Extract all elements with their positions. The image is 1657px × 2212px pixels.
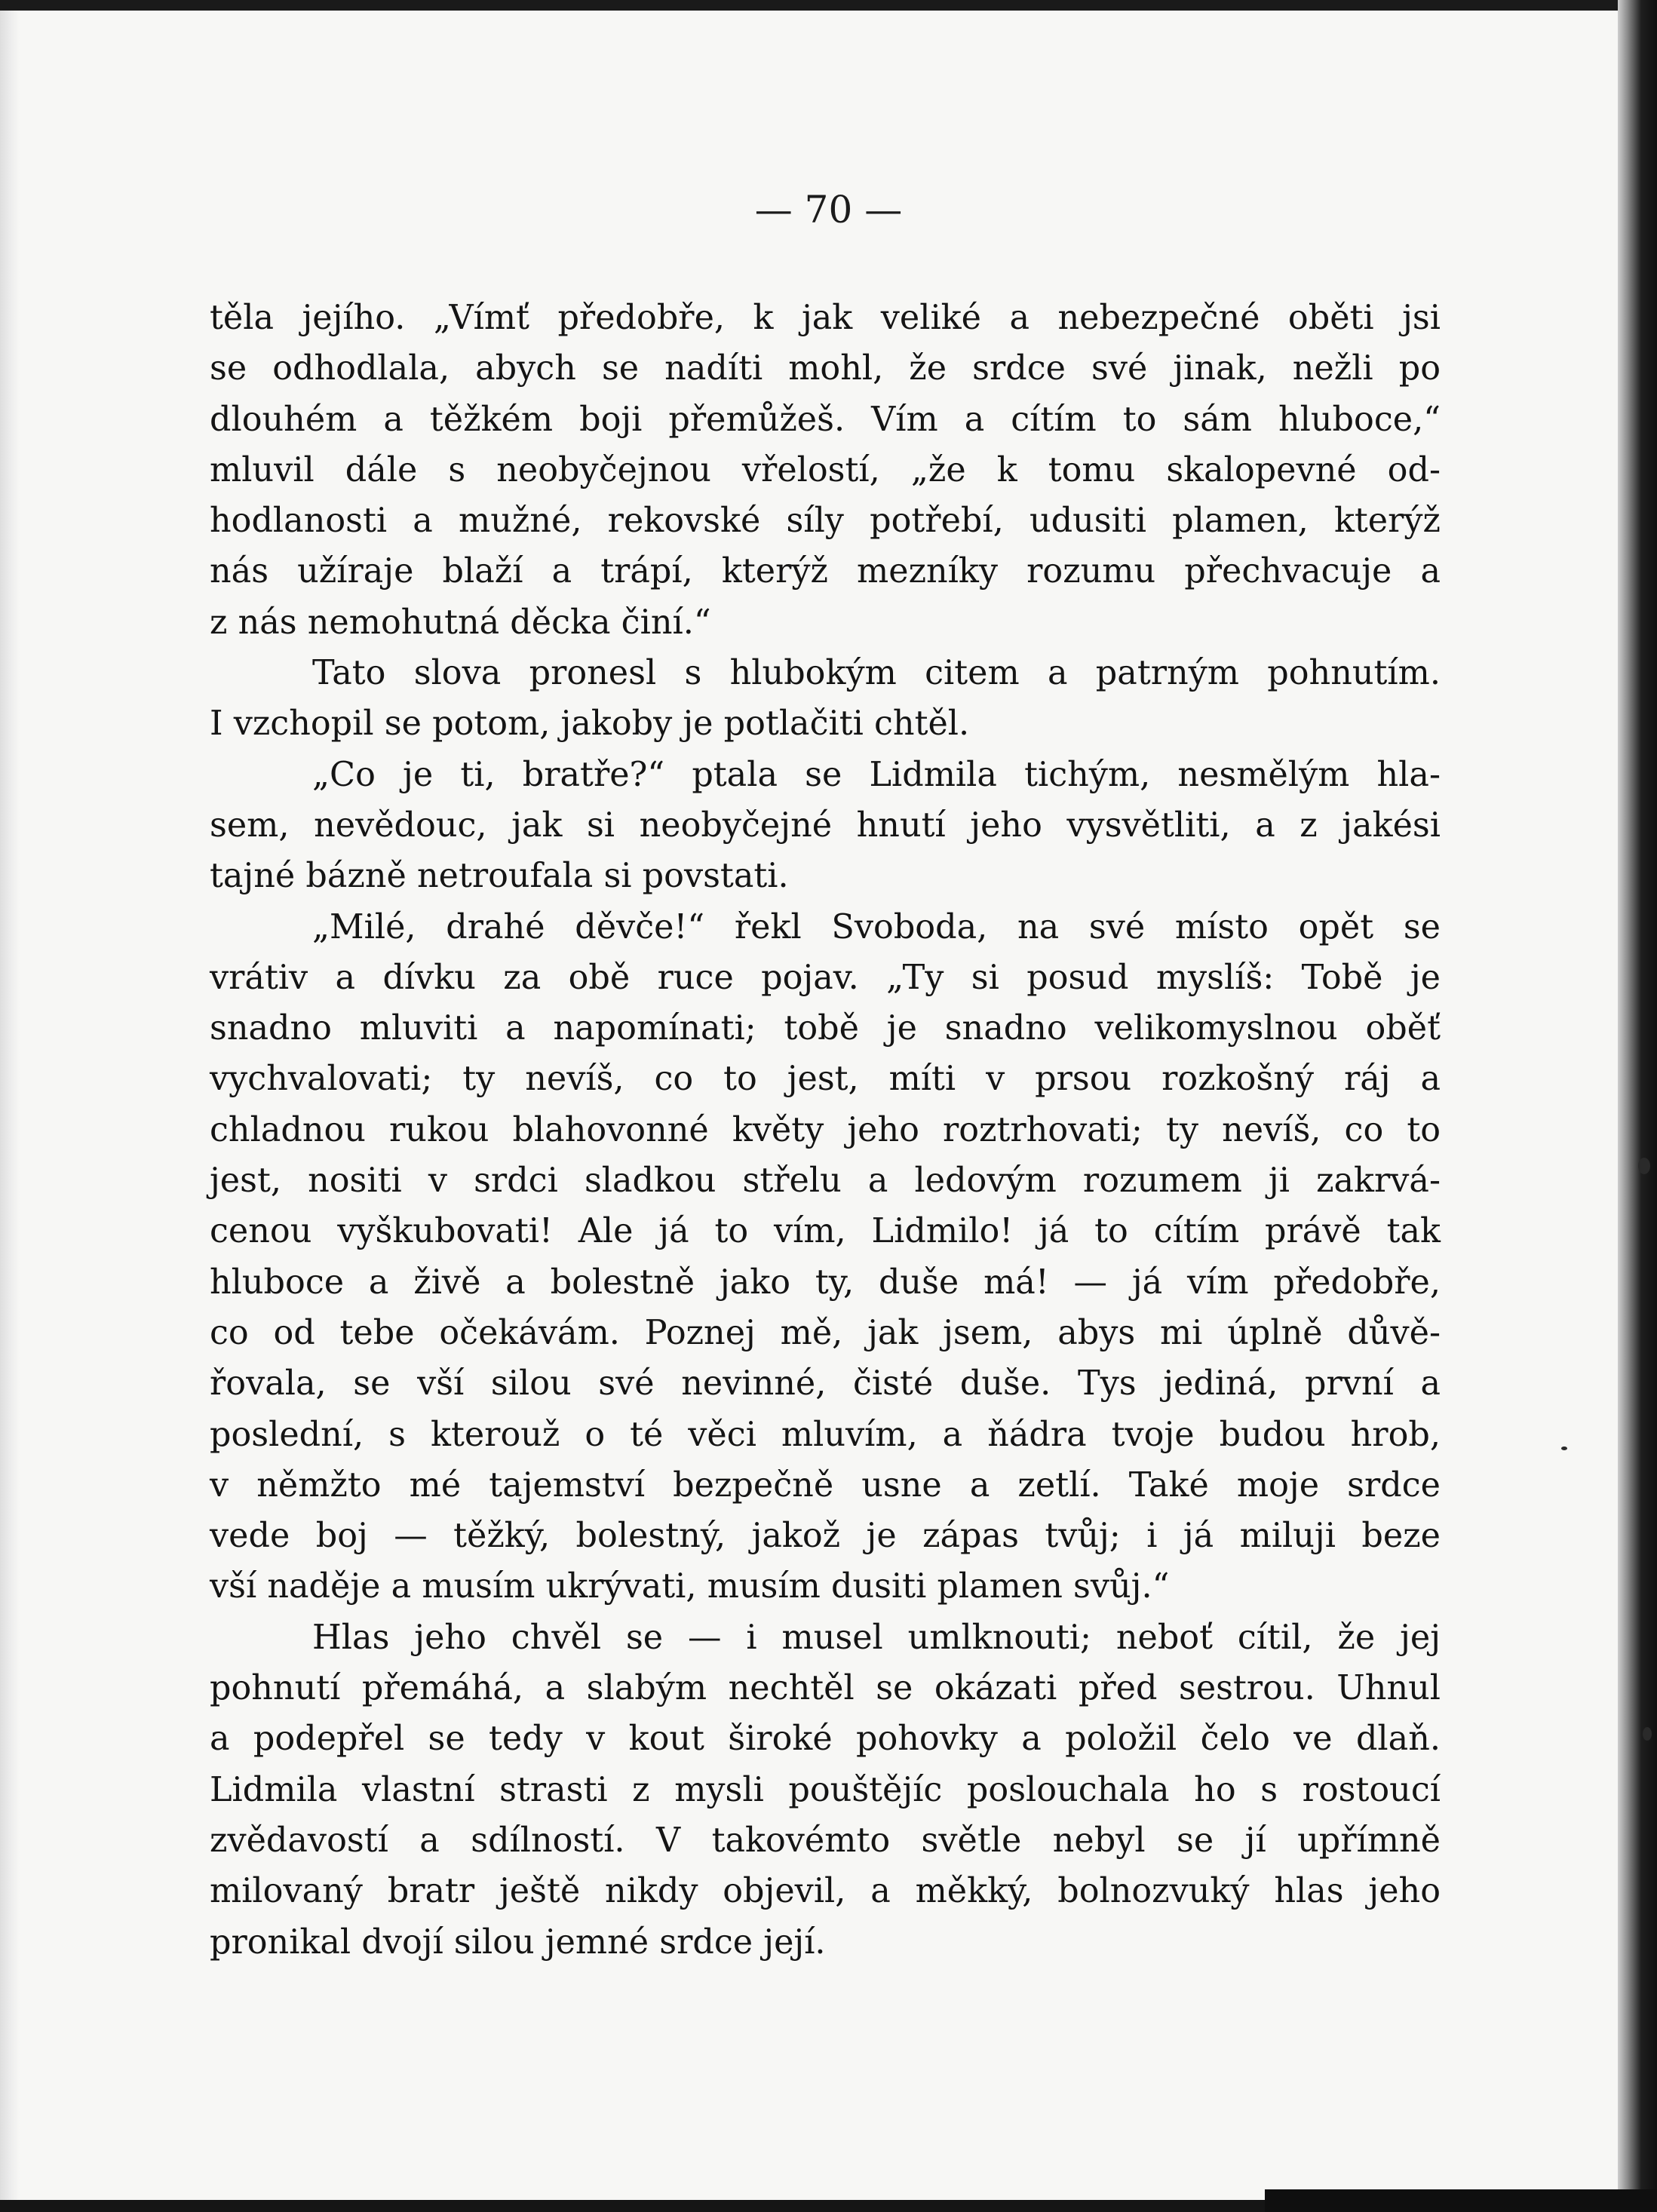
ink-speck (1638, 1158, 1650, 1174)
text-line: vší naděje a musím ukrývati, musím dusiti plamen svůj.“ (210, 1567, 1170, 1606)
body-text (210, 293, 1441, 1968)
page-left-edge (0, 0, 20, 2212)
text-line: vrátiv a dívku za obě ruce pojav. „Ty si posud myslíš: Tobě je (210, 958, 1441, 997)
text-line: těla jejího. „Vímť předobře, k jak veliké a nebezpečné oběti jsi (210, 299, 1441, 337)
text-line: z nás nemohutná děcka činí.“ (210, 603, 711, 642)
ink-speck (1643, 1727, 1652, 1741)
text-line: vychvalovati; ty nevíš, co to jest, míti v prsou rozkošný ráj a (210, 1060, 1441, 1099)
text-line: dlouhém a těžkém boji přemůžeš. Vím a cítím to sám hluboce,“ (210, 400, 1441, 439)
text-line: milovaný bratr ještě nikdy objevil, a měkký, bolnozvuký hlas jeho (210, 1872, 1441, 1911)
text-line: hodlanosti a mužné, rekovské síly potřebí, udusiti plamen, kterýž (210, 502, 1441, 541)
text-line: co od tebe očekávám. Poznej mě, jak jsem, abys mi úplně důvě- (210, 1313, 1441, 1352)
text-line: nás užíraje blaží a trápí, kterýž mezníky rozumu přechvacuje a (210, 552, 1441, 591)
text-line: zvědavostí a sdílností. V takovémto světle nebyl se jí upřímně (210, 1821, 1441, 1860)
text-line: v němžto mé tajemství bezpečně usne a zetlí. Také moje srdce (210, 1465, 1441, 1505)
text-line: a podepřel se tedy v kout široké pohovky a položil čelo ve dlaň. (210, 1720, 1441, 1759)
scan-border-top (0, 0, 1657, 11)
text-line: pronikal dvojí silou jemné srdce její. (210, 1922, 826, 1962)
text-line: „Co je ti, bratře?“ ptala se Lidmila tichým, nesmělým hla- (312, 755, 1441, 794)
text-line: Lidmila vlastní strasti z mysli pouštějíc poslouchala ho s rostoucí (210, 1770, 1441, 1809)
text-line: vede boj — těžký, bolestný, jakož je zápas tvůj; i já miluji beze (210, 1517, 1441, 1556)
text-line: Hlas jeho chvěl se — i musel umlknouti; neboť cítil, že jej (312, 1618, 1441, 1657)
text-line: řovala, se vší silou své nevinné, čisté duše. Tys jediná, první a (210, 1364, 1441, 1404)
text-line: poslední, s kterouž o té věci mluvím, a ňádra tvoje budou hrob, (210, 1415, 1441, 1454)
page-number: — 70 — (754, 188, 903, 232)
text-line: chladnou rukou blahovonné květy jeho roztrhovati; ty nevíš, co to (210, 1110, 1441, 1149)
text-line: snadno mluviti a napomínati; tobě je snadno velikomyslnou oběť (210, 1009, 1441, 1048)
text-line: tajné bázně netroufala si povstati. (210, 857, 789, 896)
text-line: hluboce a živě a bolestně jako ty, duše má! — já vím předobře, (210, 1262, 1441, 1302)
text-line: mluvil dále s neobyčejnou vřelostí, „že k tomu skalopevné od- (210, 450, 1441, 489)
text-line: „Milé, drahé děvče!“ řekl Svoboda, na své místo opět se (312, 907, 1441, 946)
text-line: sem, nevědouc, jak si neobyčejné hnutí jeho vysvětliti, a z jakési (210, 805, 1441, 845)
ink-speck (1561, 1447, 1567, 1450)
text-line: cenou vyškubovati! Ale já to vím, Lidmilo! já to cítím právě tak (210, 1212, 1441, 1251)
text-line: jest, nositi v srdci sladkou střelu a ledovým rozumem ji zakrvá- (210, 1161, 1441, 1201)
text-line: Tato slova pronesl s hlubokým citem a patrným pohnutím. (312, 654, 1441, 693)
text-line: se odhodlala, abych se nadíti mohl, že srdce své jinak, nežli po (210, 349, 1441, 388)
scan-border-bottom-right (1265, 2189, 1657, 2212)
text-line: pohnutí přemáhá, a slabým nechtěl se okázati před sestrou. Uhnul (210, 1669, 1441, 1708)
scan-border-right (1618, 0, 1657, 2212)
text-line: I vzchopil se potom, jakoby je potlačiti chtěl. (210, 704, 970, 744)
